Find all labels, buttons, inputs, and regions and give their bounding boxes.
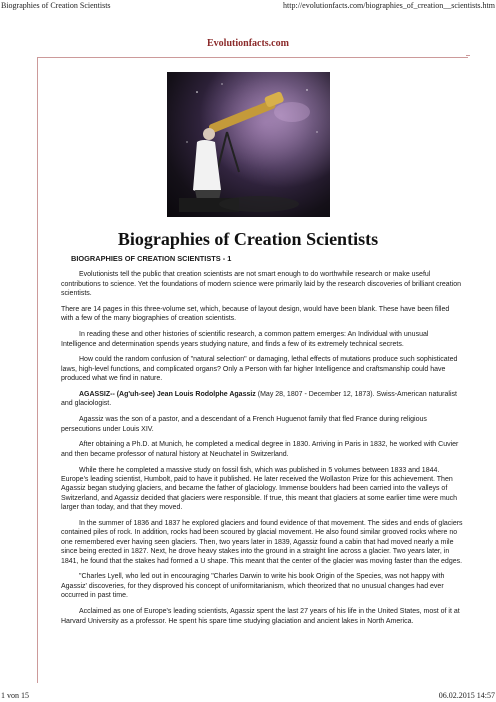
paragraph: In the summer of 1836 and 1837 he explored glaciers and found evidence of that movement. The sides and ends of glaciers contained piles of rock. In addition, rocks had been scoured by glacial movement. He also found similar grooved rocks where no one remembered ever having seen glaciers. Then, two years later in 1839, Agassiz found a cabin that had moved nearly a mile since being erected in 1827. Next, he drove heavy stakes into the ground in a straight line across a glacier. Two years later, in 1841, he found that the stakes had formed a U shape. This meant that the center of the glacier was moving faster than the edges. [61,520,463,565]
print-header [0,0,496,12]
section-subtitle: BIOGRAPHIES OF CREATION SCIENTISTS - 1 [71,254,232,263]
print-header-title: Biographies of Creation Scientists [1,1,111,10]
page-number: 1 von 15 [1,691,29,700]
paragraph: Evolutionists tell the public that creation scientists are not smart enough to do worthwhile research or make useful contributions to science. Yet the foundations of modern science were primarily laid by the research discoveries of brilliant creation scientists. [61,271,461,298]
print-footer [0,690,496,702]
paragraph: After obtaining a Ph.D. at Munich, he completed a medical degree in 1830. Arriving in Paris in 1832, he worked with Cuvier and then became professor of natural history at Neuchatel in Switzerland. [61,441,459,458]
paragraph: There are 14 pages in this three-volume set, which, because of layout design, would have been blank. These have been filled with a few of the many biographies of creation scientists. [61,306,450,323]
paragraph: In reading these and other histories of scientific research, a common pattern emerges: An Individual with unusual Intelligence and determination spends years studying nature, and finds a few of its extremely technical secrets. [61,331,429,348]
scientist-dates: (May 28, 1807 - December 12, 1873). Swiss-American naturalist and glaciologist. [61,391,457,408]
scientist-telescope-illustration-icon [167,72,330,217]
print-header-url: http://evolutionfacts.com/biographies_of_creation__scientists.htm [283,1,495,10]
paragraph: How could the random confusion of "natural selection" or damaging, lethal effects of mutations produce such sophisticated laws, high-level functions, and complicated organs? Only a Person with far higher Intelligence and craftsmanship could have produced what we find in nature. [61,356,458,383]
page-title: Biographies of Creation Scientists [117,229,379,249]
print-datetime: 06.02.2015 14:57 [438,691,495,700]
scientist-name: AGASSIZ-- (Ag'uh-see) Jean Louis Rodolphe Agassiz [79,391,256,399]
site-title[interactable]: Evolutionfacts.com [207,38,289,49]
paragraph: Agassiz was the son of a pastor, and a descendant of a French Huguenot family that fled France during religious persecutions under Louis XIV. [61,416,427,433]
paragraph: Acclaimed as one of Europe's leading scientists, Agassiz spent the last 27 years of his life in the United States, most of it at Harvard University as a professor. He spent his spare time studying glaciation and ancient lakes in North America. [61,608,460,625]
paragraph: "Charles Lyell, who led out in encouraging "Charles Darwin to write his book Origin of the Species, was not happy with Agassiz' discoveries, for they disproved his concept of uniformitarianism, which theorized that no unusual changes had ever occurred in past time. [61,573,445,600]
article-body [61,254,463,632]
paragraph: While there he completed a massive study on fossil fish, which was published in 5 volumes between 1833 and 1844. Europe's leading scientist, Humbolt, paid to have it published. He later received the Wollaston Prize for this achievement. Then Agassiz began studying glaciers, and became the father of glaciology. Immense boulders had been carried into the valleys of Switzerland, and Agassiz decided that glaciers were responsible. If true, this meant that glaciers at some earlier time were much larger than today, and that they moved. [61,466,458,512]
hero-image [167,72,330,217]
paragraph [61,390,463,409]
